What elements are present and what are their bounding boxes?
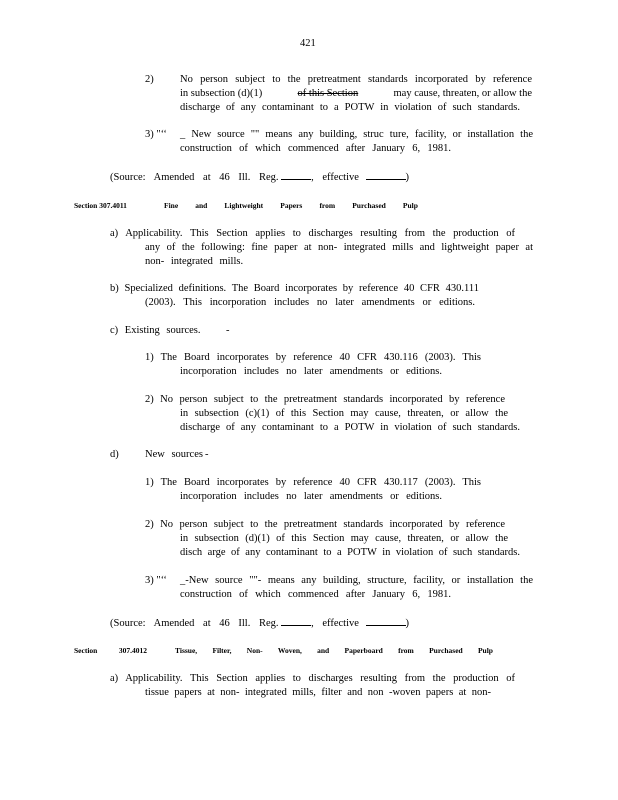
title-word: Paperboard: [344, 646, 383, 655]
source-text: (Source: Amended at 46 Ill. Reg.: [110, 618, 279, 629]
title-word: and: [317, 646, 330, 655]
line: 2) No person subject to the pretreatment standards incorporated by reference: [145, 394, 505, 405]
title-word: Lightweight: [224, 201, 264, 210]
section-word: Section: [74, 646, 98, 655]
title-word: Papers: [280, 201, 303, 210]
line: 2) No person subject to the pretreatment standards incorporated by reference: [145, 519, 505, 530]
title-word: from: [319, 201, 336, 210]
title-word: Pulp: [402, 201, 418, 210]
item-label: 3) "‘‘: [145, 129, 167, 140]
line: discharge of any contaminant to a POTW in violation of such standards.: [180, 102, 520, 113]
text: in subsection (d)(1): [180, 88, 263, 99]
section-number: Section 307.4011: [74, 201, 127, 210]
section-title: [164, 201, 418, 211]
source-text: ): [405, 172, 410, 183]
source-text: , effective: [311, 618, 359, 629]
section-number: [74, 646, 147, 656]
title-word: Tissue,: [175, 646, 198, 655]
line: disch arge of any contaminant to a POTW in violation of such standards.: [180, 547, 520, 558]
blank-line: [366, 170, 406, 180]
page-number: 421: [300, 38, 316, 49]
source-text: (Source: Amended at 46 Ill. Reg.: [110, 172, 279, 183]
struck-text: of this Section: [297, 88, 359, 99]
line: [180, 87, 532, 101]
blank-line: [366, 616, 406, 626]
title-word: Fine: [164, 201, 179, 210]
line: a) Applicability. This Section applies to discharges resulting from the production of: [110, 673, 515, 684]
line: New sources: [145, 449, 203, 460]
title-word: from: [398, 646, 414, 655]
blank-line: [281, 616, 311, 626]
dash: -: [226, 325, 230, 336]
source-note: [110, 616, 409, 631]
line: b) Specialized definitions. The Board incorporates by reference 40 CFR 430.111: [110, 283, 479, 294]
line: incorporation includes no later amendments or editions.: [180, 366, 442, 377]
line: in subsection (d)(1) of this Section may cause, threaten, or allow the: [180, 533, 508, 544]
title-word: Purchased: [352, 201, 386, 210]
source-text: ): [405, 618, 410, 629]
title-word: Purchased: [429, 646, 463, 655]
title-word: Filter,: [212, 646, 232, 655]
line: 1) The Board incorporates by reference 40 CFR 430.116 (2003). This: [145, 352, 481, 363]
line: a) Applicability. This Section applies to discharges resulting from the production of: [110, 228, 515, 239]
item-label: d): [110, 449, 119, 460]
source-text: , effective: [311, 172, 359, 183]
title-word: Non-: [246, 646, 263, 655]
line: discharge of any contaminant to a POTW in violation of such standards.: [180, 422, 520, 433]
line: tissue papers at non- integrated mills, filter and non -woven papers at non-: [145, 687, 491, 698]
section-title: [175, 646, 493, 656]
section-num: 307.4012: [118, 646, 147, 655]
line: _ New source "" means any building, struc ture, facility, or installation the: [180, 129, 533, 140]
line: _-New source ""- means any building, structure, facility, or installation the: [180, 575, 533, 586]
dash: -: [205, 449, 209, 460]
blank-line: [281, 170, 311, 180]
line: non- integrated mills.: [145, 256, 244, 267]
line: any of the following: fine paper at non- integrated mills and lightweight paper at: [145, 242, 533, 253]
line: in subsection (c)(1) of this Section may cause, threaten, or allow the: [180, 408, 508, 419]
text: may cause, threaten, or allow the: [393, 88, 532, 99]
title-word: Woven,: [277, 646, 302, 655]
item-label: 2): [145, 74, 154, 85]
title-word: Pulp: [477, 646, 493, 655]
line: 1) The Board incorporates by reference 40 CFR 430.117 (2003). This: [145, 477, 481, 488]
line: No person subject to the pretreatment standards incorporated by reference: [180, 74, 532, 85]
line: c) Existing sources.: [110, 325, 201, 336]
line: incorporation includes no later amendments or editions.: [180, 491, 442, 502]
line: (2003). This incorporation includes no later amendments or editions.: [145, 297, 475, 308]
source-note: [110, 170, 409, 185]
item-label: 3) "‘‘: [145, 575, 167, 586]
title-word: and: [195, 201, 208, 210]
line: construction of which commenced after January 6, 1981.: [180, 143, 451, 154]
line: construction of which commenced after January 6, 1981.: [180, 589, 451, 600]
